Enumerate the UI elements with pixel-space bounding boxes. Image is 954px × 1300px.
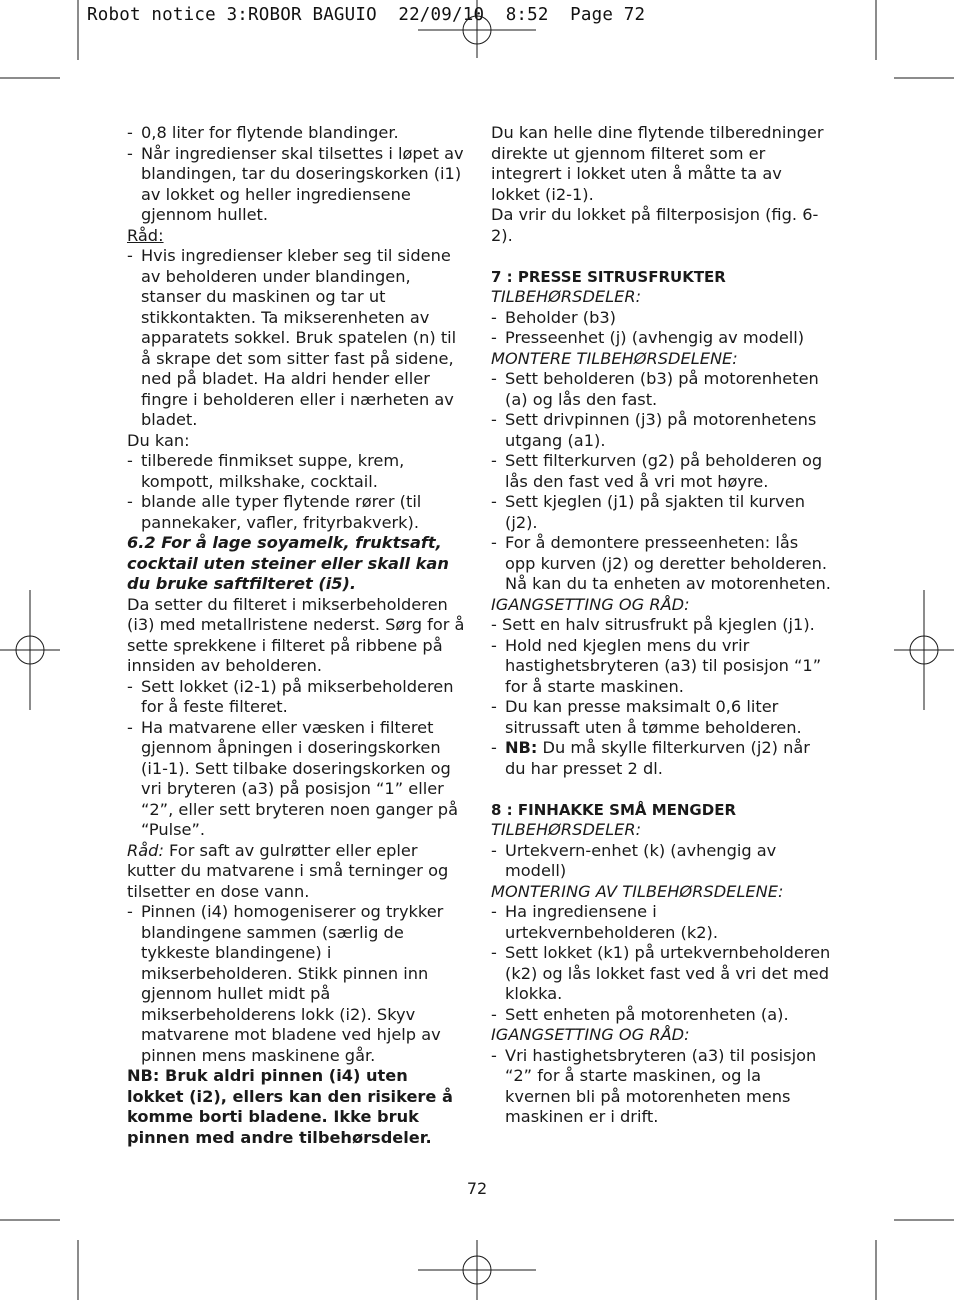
list-item: - Hvis ingredienser kleber seg til sidene av beholderen under blandingen, stanser du maskinen og tar ut stikkontakten. Ta mikserenheten av apparatets sokkel. Bruk spatelen (n) til å skrape det som sitter fast på sidene, ned på bladet. Ha aldri hender eller fingre i beholderen eller i nærheten av bladet. [127, 246, 467, 431]
list-item: - Sett enheten på motorenheten (a). [491, 1005, 831, 1026]
list-item: - Ha ingrediensene i urtekvernbeholderen (k2). [491, 902, 831, 943]
use-label: IGANGSETTING OG RÅD: [491, 594, 690, 614]
list-item: - 0,8 liter for flytende blandinger. [127, 123, 467, 144]
section-heading-6-2: 6.2 For å lage soyamelk, fruktsaft, cocktail uten steiner eller skall kan du bruke saftfilteret (i5). [127, 533, 449, 593]
list-item: - Urtekvern-enhet (k) (avhengig av modell) [491, 841, 831, 882]
list-item: - Sett drivpinnen (j3) på motorenhetens utgang (a1). [491, 410, 831, 451]
list-item: - Sett lokket (k1) på urtekvernbeholderen (k2) og lås lokket fast ved å vri det med klokka. [491, 943, 831, 1005]
warning-note: NB: Bruk aldri pinnen (i4) uten lokket (i2), ellers kan den risikere å komme borti bladene. Ikke bruk pinnen med andre tilbehørsdeler. [127, 1066, 453, 1147]
paragraph: Du kan: [127, 430, 190, 450]
use-label: IGANGSETTING OG RÅD: [491, 1025, 690, 1044]
registration-mark-top [418, 0, 536, 58]
parts-label: TILBEHØRSDELER: [491, 820, 642, 839]
list-item: - Du kan presse maksimalt 0,6 liter sitrussaft uten å tømme beholderen. [491, 697, 831, 738]
registration-mark-right [894, 590, 954, 710]
advice-text: For saft av gulrøtter eller epler kutter du matvarene i små terninger og tilsetter en dose vann. [127, 840, 449, 901]
list-item: - Beholder (b3) [491, 308, 831, 329]
list-item: - Sett kjeglen (j1) på sjakten til kurven (j2). [491, 492, 831, 533]
list-item: - Sett beholderen (b3) på motorenheten (a) og lås den fast. [491, 369, 831, 410]
print-slug: Robot notice 3:ROBOR BAGUIO 22/09/10 8:52 Page 72 [87, 5, 646, 25]
list-item [491, 738, 831, 779]
registration-mark-bottom [418, 1240, 536, 1300]
nb-text: Du må skylle filterkurven (j2) når du har presset 2 dl. [505, 738, 810, 778]
list-item: - tilberede finmikset suppe, krem, kompott, milkshake, cocktail. [127, 451, 467, 492]
right-column [491, 123, 831, 1128]
section-heading-7: 7 : PRESSE SITRUSFRUKTER [491, 267, 726, 286]
list-item: - Hold ned kjeglen mens du vrir hastighetsbryteren (a3) til posisjon “1” for å starte maskinen. [491, 636, 831, 698]
list-item: - blande alle typer flytende rører (til pannekaker, vafler, frityrbakverk). [127, 492, 467, 533]
list-item: - Ha matvarene eller væsken i filteret gjennom åpningen i doseringskorken (i1-1). Sett tilbake doseringskorken og vri bryteren (a3) på posisjon “1” eller “2”, eller sett bryteren noen ganger på “Pulse”. [127, 718, 467, 841]
advice-paragraph [127, 841, 467, 903]
advice-label: Råd: [127, 225, 164, 245]
mount-label: MONTERE TILBEHØRSDELENE: [491, 348, 738, 368]
paragraph: Da setter du filteret i mikserbeholderen (i3) med metallristene nederst. Sørg for å sette sprekkene i filteret på ribbene på innsiden av beholderen. [127, 594, 465, 675]
list-item: - Presseenhet (j) (avhengig av modell) [491, 328, 831, 349]
list-item: - Vri hastighetsbryteren (a3) til posisjon “2” for å starte maskinen, og la kvernen bli på motorenheten mens maskinen er i drift. [491, 1046, 831, 1128]
paragraph: Da vrir du lokket på filterposisjon (fig. 6-2). [491, 205, 819, 245]
parts-label: TILBEHØRSDELER: [491, 287, 642, 306]
list-item: - Sett filterkurven (g2) på beholderen og lås den fast ved å vri mot høyre. [491, 451, 831, 492]
list-item: - Sett lokket (i2-1) på mikserbeholderen for å feste filteret. [127, 677, 467, 718]
registration-mark-left [0, 590, 60, 710]
list-item: - Sett en halv sitrusfrukt på kjeglen (j1). [491, 615, 815, 634]
mount-label: MONTERING AV TILBEHØRSDELENE: [491, 881, 784, 901]
list-item: - Pinnen (i4) homogeniserer og trykker blandingene sammen (særlig de tykkeste blandingene) i mikserbeholderen. Stikk pinnen inn gjennom hullet midt på mikserbeholderens lokk (i2). Skyv matvarene mot bladene ved hjelp av pinnen mens maskinene går. [127, 902, 467, 1066]
list-item: - For å demontere presseenheten: lås opp kurven (j2) og deretter beholderen. Nå kan du ta enheten av motorenheten. [491, 533, 831, 595]
advice-label: Råd: [127, 840, 164, 860]
list-item: - Når ingredienser skal tilsettes i løpet av blandingen, tar du doseringskorken (i1) av lokket og heller ingrediensene gjennom hullet. [127, 144, 467, 226]
paragraph: Du kan helle dine flytende tilberedninger direkte ut gjennom filteret som er integrert i lokket uten å måtte ta av lokket (i2-1). [491, 123, 824, 204]
page-number: 72 [466, 1179, 488, 1198]
section-heading-8: 8 : FINHAKKE SMÅ MENGDER [491, 800, 736, 819]
nb-label: NB: [505, 738, 538, 757]
left-column [127, 123, 467, 1148]
